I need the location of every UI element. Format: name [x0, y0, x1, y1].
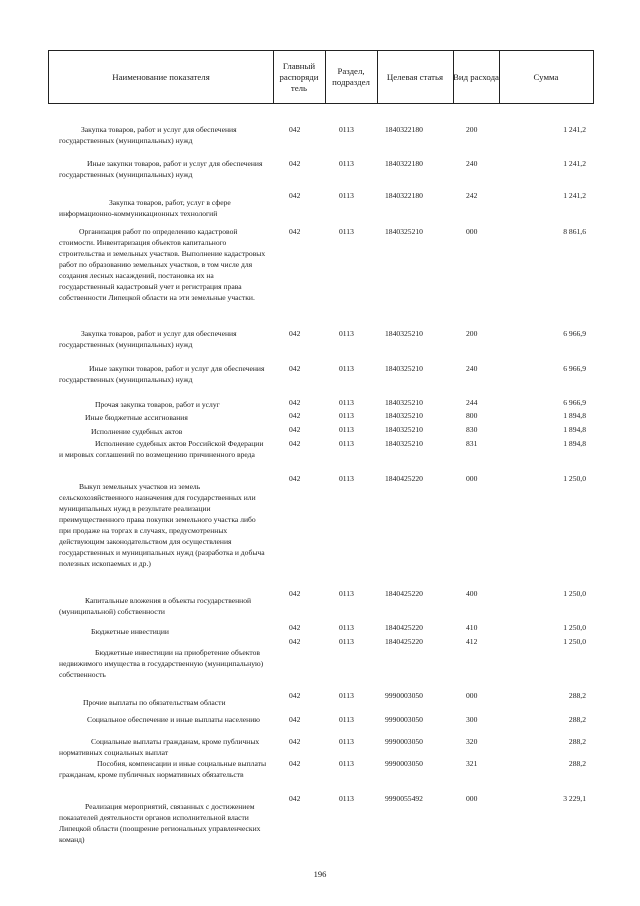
table-row-name: Выкуп земельных участков из земель сельскохозяйственного назначения для государственных или муниципальных нужд в результате реализации преимущественного права покупки земельного участка либо при продаже на торгах в случаях, предусмотренных действующим законодательством для осуществления государственных и муниципальных нужд (разработка и добыча полезных ископаемых и др.) — [59, 482, 265, 568]
cell-kind: 242 — [466, 191, 478, 200]
cell-section: 0113 — [339, 794, 354, 803]
cell-kind: 831 — [466, 439, 478, 448]
cell-section: 0113 — [339, 227, 354, 236]
cell-kind: 000 — [466, 227, 478, 236]
cell-section: 0113 — [339, 411, 354, 420]
cell-section: 0113 — [339, 737, 354, 746]
cell-sum: 1 241,2 — [563, 125, 586, 134]
cell-section: 0113 — [339, 623, 354, 632]
cell-admin: 042 — [289, 364, 301, 373]
cell-kind: 830 — [466, 425, 478, 434]
cell-section: 0113 — [339, 329, 354, 338]
table-row-name: Иные бюджетные ассигнования — [85, 413, 188, 422]
cell-admin: 042 — [289, 125, 301, 134]
table-row-name: Иные закупки товаров, работ и услуг для обеспечения государственных (муниципальных) нужд — [59, 159, 263, 179]
table-row-name: Социальные выплаты гражданам, кроме публичных нормативных социальных выплат — [59, 737, 260, 757]
header-sum: Сумма — [533, 71, 559, 82]
cell-sum: 3 229,1 — [563, 794, 586, 803]
cell-admin: 042 — [289, 474, 301, 483]
table-row-name: Социальное обеспечение и иные выплаты населению — [87, 715, 260, 724]
cell-kind: 320 — [466, 737, 478, 746]
cell-admin: 042 — [289, 691, 301, 700]
cell-section: 0113 — [339, 759, 354, 768]
cell-admin: 042 — [289, 411, 301, 420]
cell-kind: 000 — [466, 794, 478, 803]
cell-admin: 042 — [289, 439, 301, 448]
cell-kind: 000 — [466, 474, 478, 483]
cell-section: 0113 — [339, 691, 354, 700]
cell-article: 1840325210 — [385, 364, 423, 373]
cell-sum: 6 966,9 — [563, 364, 586, 373]
cell-sum: 288,2 — [568, 737, 586, 746]
cell-article: 1840425220 — [385, 637, 423, 646]
cell-article: 1840425220 — [385, 474, 423, 483]
cell-sum: 1 250,0 — [563, 474, 586, 483]
cell-article: 1840325210 — [385, 411, 423, 420]
cell-admin: 042 — [289, 329, 301, 338]
cell-admin: 042 — [289, 623, 301, 632]
cell-kind: 412 — [466, 637, 478, 646]
cell-kind: 800 — [466, 411, 478, 420]
cell-sum: 288,2 — [568, 715, 586, 724]
cell-section: 0113 — [339, 474, 354, 483]
table-row-name: Реализация мероприятий, связанных с достижением показателей деятельности органов исполнительной власти Липецкой области (поощрение региональных управленческих команд) — [59, 802, 261, 844]
header-section: Раздел, подраздел — [332, 66, 370, 87]
cell-admin: 042 — [289, 759, 301, 768]
cell-admin: 042 — [289, 737, 301, 746]
cell-article: 1840325210 — [385, 439, 423, 448]
cell-kind: 400 — [466, 589, 478, 598]
table-row-name: Прочие выплаты по обязательствам области — [83, 698, 226, 707]
cell-section: 0113 — [339, 364, 354, 373]
cell-admin: 042 — [289, 637, 301, 646]
table-row-name: Организация работ по определению кадастровой стоимости. Инвентаризация объектов капитального строительства и земельных участков. Выполнение кадастровых работ по образованию земельных участков, в том числе для создания лесных насаждений, постановка их на государственный кадастровый учет и регистрация права собственности Липецкой области на эти земельные участки. — [59, 227, 266, 302]
cell-kind: 300 — [466, 715, 478, 724]
cell-article: 9990003050 — [385, 715, 423, 724]
table-row-name: Закупка товаров, работ и услуг для обеспечения государственных (муниципальных) нужд — [59, 329, 237, 349]
page-number: 196 — [313, 869, 327, 879]
header-kind: Вид расхода — [453, 71, 499, 82]
cell-article: 9990003050 — [385, 737, 423, 746]
cell-article: 1840325210 — [385, 398, 423, 407]
cell-kind: 244 — [466, 398, 478, 407]
cell-article: 1840322180 — [385, 191, 423, 200]
cell-sum: 6 966,9 — [563, 329, 586, 338]
cell-sum: 1 250,0 — [563, 637, 586, 646]
cell-kind: 240 — [466, 159, 478, 168]
table-row-name: Пособия, компенсации и иные социальные выплаты гражданам, кроме публичных нормативных обязательств — [59, 759, 267, 779]
cell-sum: 1 894,8 — [563, 439, 586, 448]
cell-article: 1840322180 — [385, 159, 423, 168]
table-row-name: Бюджетные инвестиции на приобретение объектов недвижимого имущества в государственную (муниципальную) собственность — [59, 648, 264, 679]
cell-sum: 1 250,0 — [563, 589, 586, 598]
cell-article: 1840325210 — [385, 425, 423, 434]
header-admin: Главный распоряди тель — [279, 60, 319, 93]
cell-section: 0113 — [339, 159, 354, 168]
cell-article: 1840325210 — [385, 227, 423, 236]
cell-admin: 042 — [289, 159, 301, 168]
cell-section: 0113 — [339, 191, 354, 200]
cell-sum: 1 894,8 — [563, 425, 586, 434]
cell-section: 0113 — [339, 439, 354, 448]
table-row-name: Бюджетные инвестиции — [91, 627, 169, 636]
table-row-name: Исполнение судебных актов — [91, 427, 183, 436]
cell-sum: 1 250,0 — [563, 623, 586, 632]
cell-article: 9990055492 — [385, 794, 423, 803]
cell-section: 0113 — [339, 398, 354, 407]
table-row-name: Исполнение судебных актов Российской Федерации и мировых соглашений по возмещению причиненного вреда — [59, 439, 264, 459]
cell-sum: 1 241,2 — [563, 159, 586, 168]
cell-sum: 1 894,8 — [563, 411, 586, 420]
cell-kind: 000 — [466, 691, 478, 700]
cell-article: 9990003050 — [385, 759, 423, 768]
table-row-name: Прочая закупка товаров, работ и услуг — [95, 400, 220, 409]
cell-admin: 042 — [289, 398, 301, 407]
cell-admin: 042 — [289, 227, 301, 236]
table-row-name: Закупка товаров, работ, услуг в сфере информационно-коммуникационных технологий — [59, 198, 231, 218]
cell-admin: 042 — [289, 794, 301, 803]
cell-section: 0113 — [339, 589, 354, 598]
cell-article: 9990003050 — [385, 691, 423, 700]
cell-kind: 410 — [466, 623, 478, 632]
header-article: Целевая статья — [386, 71, 444, 82]
cell-article: 1840322180 — [385, 125, 423, 134]
table-row-name: Иные закупки товаров, работ и услуг для обеспечения государственных (муниципальных) нужд — [59, 364, 265, 384]
cell-article: 1840425220 — [385, 623, 423, 632]
cell-sum: 6 966,9 — [563, 398, 586, 407]
cell-admin: 042 — [289, 589, 301, 598]
table-row-name: Капитальные вложения в объекты государственной (муниципальной) собственности — [59, 596, 252, 616]
cell-sum: 288,2 — [568, 691, 586, 700]
cell-admin: 042 — [289, 191, 301, 200]
cell-admin: 042 — [289, 715, 301, 724]
cell-section: 0113 — [339, 125, 354, 134]
cell-section: 0113 — [339, 637, 354, 646]
cell-article: 1840425220 — [385, 589, 423, 598]
cell-kind: 240 — [466, 364, 478, 373]
cell-kind: 200 — [466, 329, 478, 338]
cell-sum: 8 861,6 — [563, 227, 586, 236]
cell-sum: 288,2 — [568, 759, 586, 768]
cell-section: 0113 — [339, 715, 354, 724]
cell-article: 1840325210 — [385, 329, 423, 338]
cell-kind: 321 — [466, 759, 478, 768]
cell-kind: 200 — [466, 125, 478, 134]
cell-sum: 1 241,2 — [563, 191, 586, 200]
cell-admin: 042 — [289, 425, 301, 434]
cell-section: 0113 — [339, 425, 354, 434]
header-name: Наименование показателя — [112, 71, 210, 82]
table-row-name: Закупка товаров, работ и услуг для обеспечения государственных (муниципальных) нужд — [59, 125, 237, 145]
